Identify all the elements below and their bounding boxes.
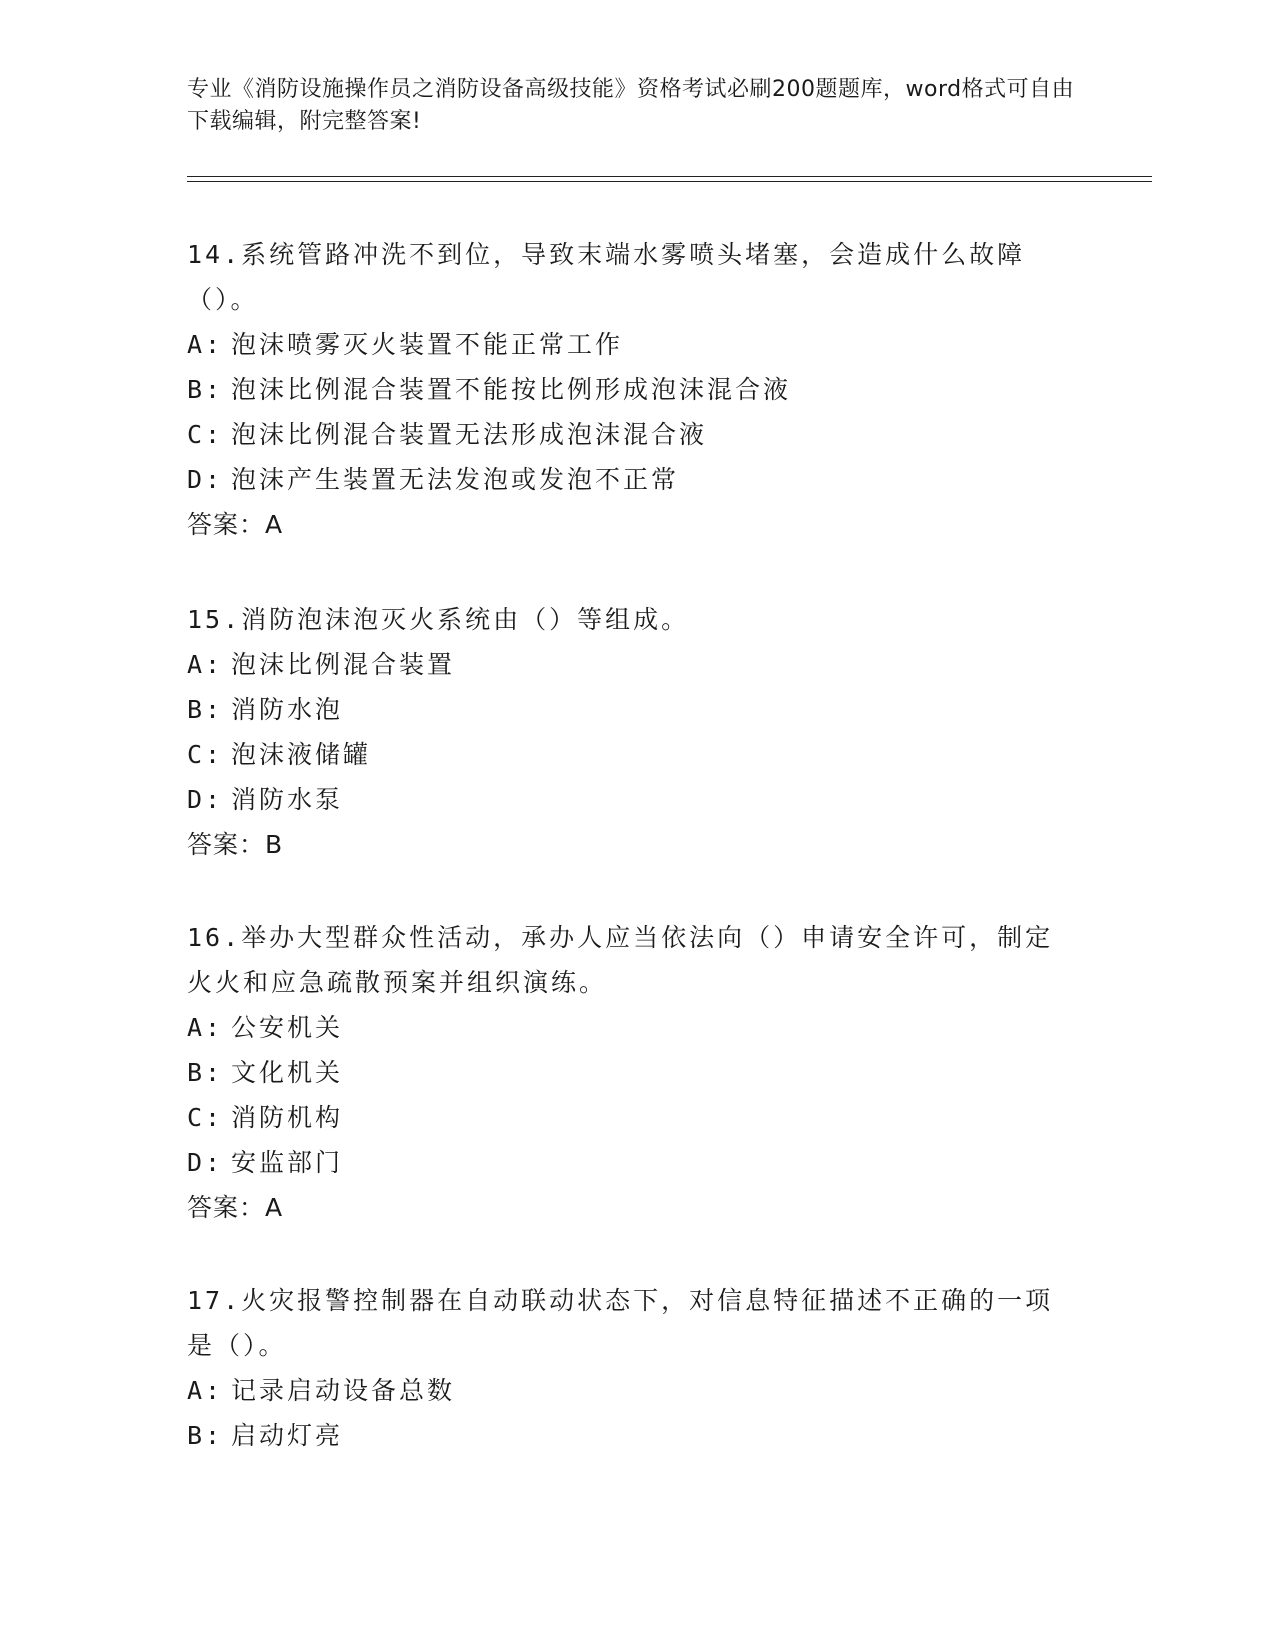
option-text: 消防水泵 bbox=[231, 785, 344, 814]
question-14 bbox=[187, 232, 1077, 547]
option-text: 泡沫比例混合装置 bbox=[231, 650, 456, 679]
option-a bbox=[187, 1368, 1077, 1413]
option-label: C: bbox=[187, 1103, 224, 1132]
answer: 答案：A bbox=[187, 510, 284, 539]
option-label: A: bbox=[187, 330, 224, 359]
option-text: 泡沫喷雾灭火装置不能正常工作 bbox=[231, 330, 624, 359]
option-c bbox=[187, 1095, 1077, 1140]
question-15 bbox=[187, 597, 1077, 867]
question-title: 14.系统管路冲洗不到位，导致末端水雾喷头堵塞，会造成什么故障（）。 bbox=[187, 240, 1026, 314]
option-b bbox=[187, 1413, 1077, 1458]
option-label: C: bbox=[187, 420, 224, 449]
option-label: A: bbox=[187, 650, 224, 679]
answer: 答案：A bbox=[187, 1193, 284, 1222]
option-a bbox=[187, 1005, 1077, 1050]
option-label: B: bbox=[187, 695, 224, 724]
option-b bbox=[187, 367, 1077, 412]
option-text: 记录启动设备总数 bbox=[231, 1376, 456, 1405]
option-c bbox=[187, 732, 1077, 777]
option-d bbox=[187, 457, 1077, 502]
option-text: 泡沫比例混合装置不能按比例形成泡沫混合液 bbox=[231, 375, 792, 404]
answer: 答案：B bbox=[187, 830, 284, 859]
option-c bbox=[187, 412, 1077, 457]
question-title: 15.消防泡沫泡灭火系统由（）等组成。 bbox=[187, 605, 690, 634]
header-rule-bottom bbox=[187, 181, 1152, 182]
question-17 bbox=[187, 1278, 1077, 1458]
option-text: 公安机关 bbox=[231, 1013, 344, 1042]
option-label: D: bbox=[187, 785, 224, 814]
option-label: B: bbox=[187, 1421, 224, 1450]
header-rule-top bbox=[187, 176, 1152, 177]
question-title: 16.举办大型群众性活动，承办人应当依法向（）申请安全许可，制定火火和应急疏散预案并组织演练。 bbox=[187, 923, 1054, 997]
option-a bbox=[187, 642, 1077, 687]
option-label: A: bbox=[187, 1376, 224, 1405]
option-d bbox=[187, 777, 1077, 822]
question-16 bbox=[187, 915, 1077, 1230]
question-title: 17.火灾报警控制器在自动联动状态下，对信息特征描述不正确的一项是（）。 bbox=[187, 1286, 1054, 1360]
option-text: 消防水泡 bbox=[231, 695, 344, 724]
option-text: 泡沫比例混合装置无法形成泡沫混合液 bbox=[231, 420, 708, 449]
option-text: 安监部门 bbox=[231, 1148, 344, 1177]
option-text: 泡沫液储罐 bbox=[231, 740, 372, 769]
option-label: B: bbox=[187, 375, 224, 404]
option-label: C: bbox=[187, 740, 224, 769]
option-text: 泡沫产生装置无法发泡或发泡不正常 bbox=[231, 465, 680, 494]
option-label: B: bbox=[187, 1058, 224, 1087]
option-d bbox=[187, 1140, 1077, 1185]
option-text: 文化机关 bbox=[231, 1058, 344, 1087]
option-a bbox=[187, 322, 1077, 367]
option-text: 消防机构 bbox=[231, 1103, 344, 1132]
option-text: 启动灯亮 bbox=[231, 1421, 344, 1450]
document-header: 专业《消防设施操作员之消防设备高级技能》资格考试必刷200题题库，word格式可自由下载编辑，附完整答案! bbox=[187, 77, 1075, 134]
option-label: D: bbox=[187, 1148, 224, 1177]
option-label: D: bbox=[187, 465, 224, 494]
option-b bbox=[187, 687, 1077, 732]
option-label: A: bbox=[187, 1013, 224, 1042]
option-b bbox=[187, 1050, 1077, 1095]
